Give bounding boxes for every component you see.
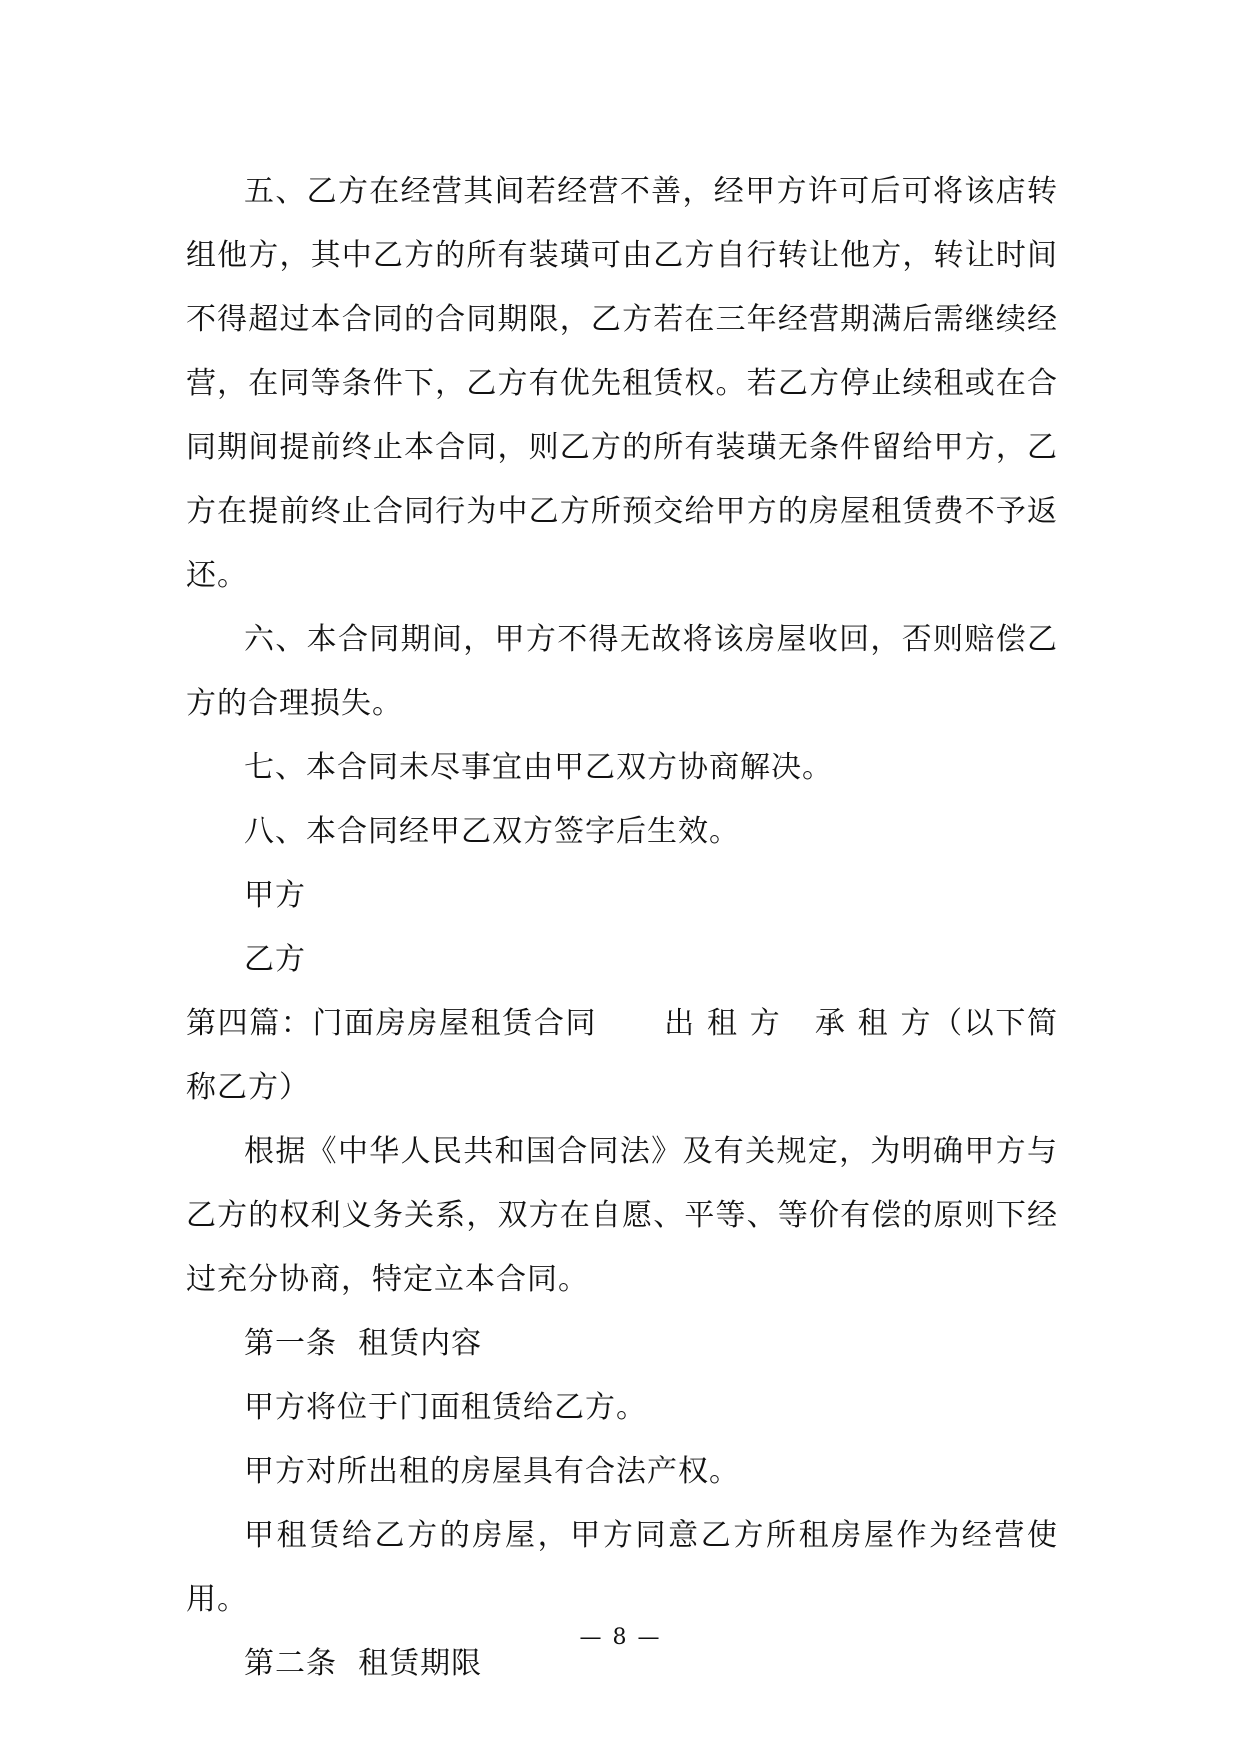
body-text xyxy=(186,160,1058,1696)
party-b-signature-label: 乙方 xyxy=(244,942,306,977)
article-one-item-location: 甲方将位于门面租赁给乙方。 xyxy=(244,1390,647,1425)
preamble-paragraph: 根据《中华人民共和国合同法》及有关规定，为明确甲方与乙方的权利义务关系，双方在自愿、平等、等价有偿的原则下经过充分协商，特定立本合同。 xyxy=(186,1134,1058,1297)
clause-six: 六、本合同期间，甲方不得无故将该房屋收回，否则赔偿乙方的合理损失。 xyxy=(186,622,1058,721)
clause-seven: 七、本合同未尽事宜由甲乙双方协商解决。 xyxy=(244,750,833,785)
party-a-signature-label: 甲方 xyxy=(244,878,306,913)
article-one-item-ownership: 甲方对所出租的房屋具有合法产权。 xyxy=(244,1454,740,1489)
article-two-heading: 第二条 租赁期限 xyxy=(244,1646,483,1681)
clause-five: 五、乙方在经营其间若经营不善，经甲方许可后可将该店转组他方，其中乙方的所有装璜可由乙方自行转让他方，转让时间不得超过本合同的合同期限，乙方若在三年经营期满后需继续经营，在同等条件下，乙方有优先租赁权。若乙方停止续租或在合同期间提前终止本合同，则乙方的所有装璜无条件留给甲方，乙方在提前终止合同行为中乙方所预交给甲方的房屋租赁费不予返还。 xyxy=(186,174,1058,593)
article-one-item-usage: 甲租赁给乙方的房屋，甲方同意乙方所租房屋作为经营使用。 xyxy=(186,1518,1058,1617)
clause-eight: 八、本合同经甲乙双方签字后生效。 xyxy=(244,814,740,849)
page-number: — 8 — xyxy=(579,1625,662,1650)
article-one-heading: 第一条 租赁内容 xyxy=(244,1326,483,1361)
section-four-heading: 第四篇：门面房房屋租赁合同 出 租 方 承 租 方（以下简称乙方） xyxy=(186,1006,1058,1105)
